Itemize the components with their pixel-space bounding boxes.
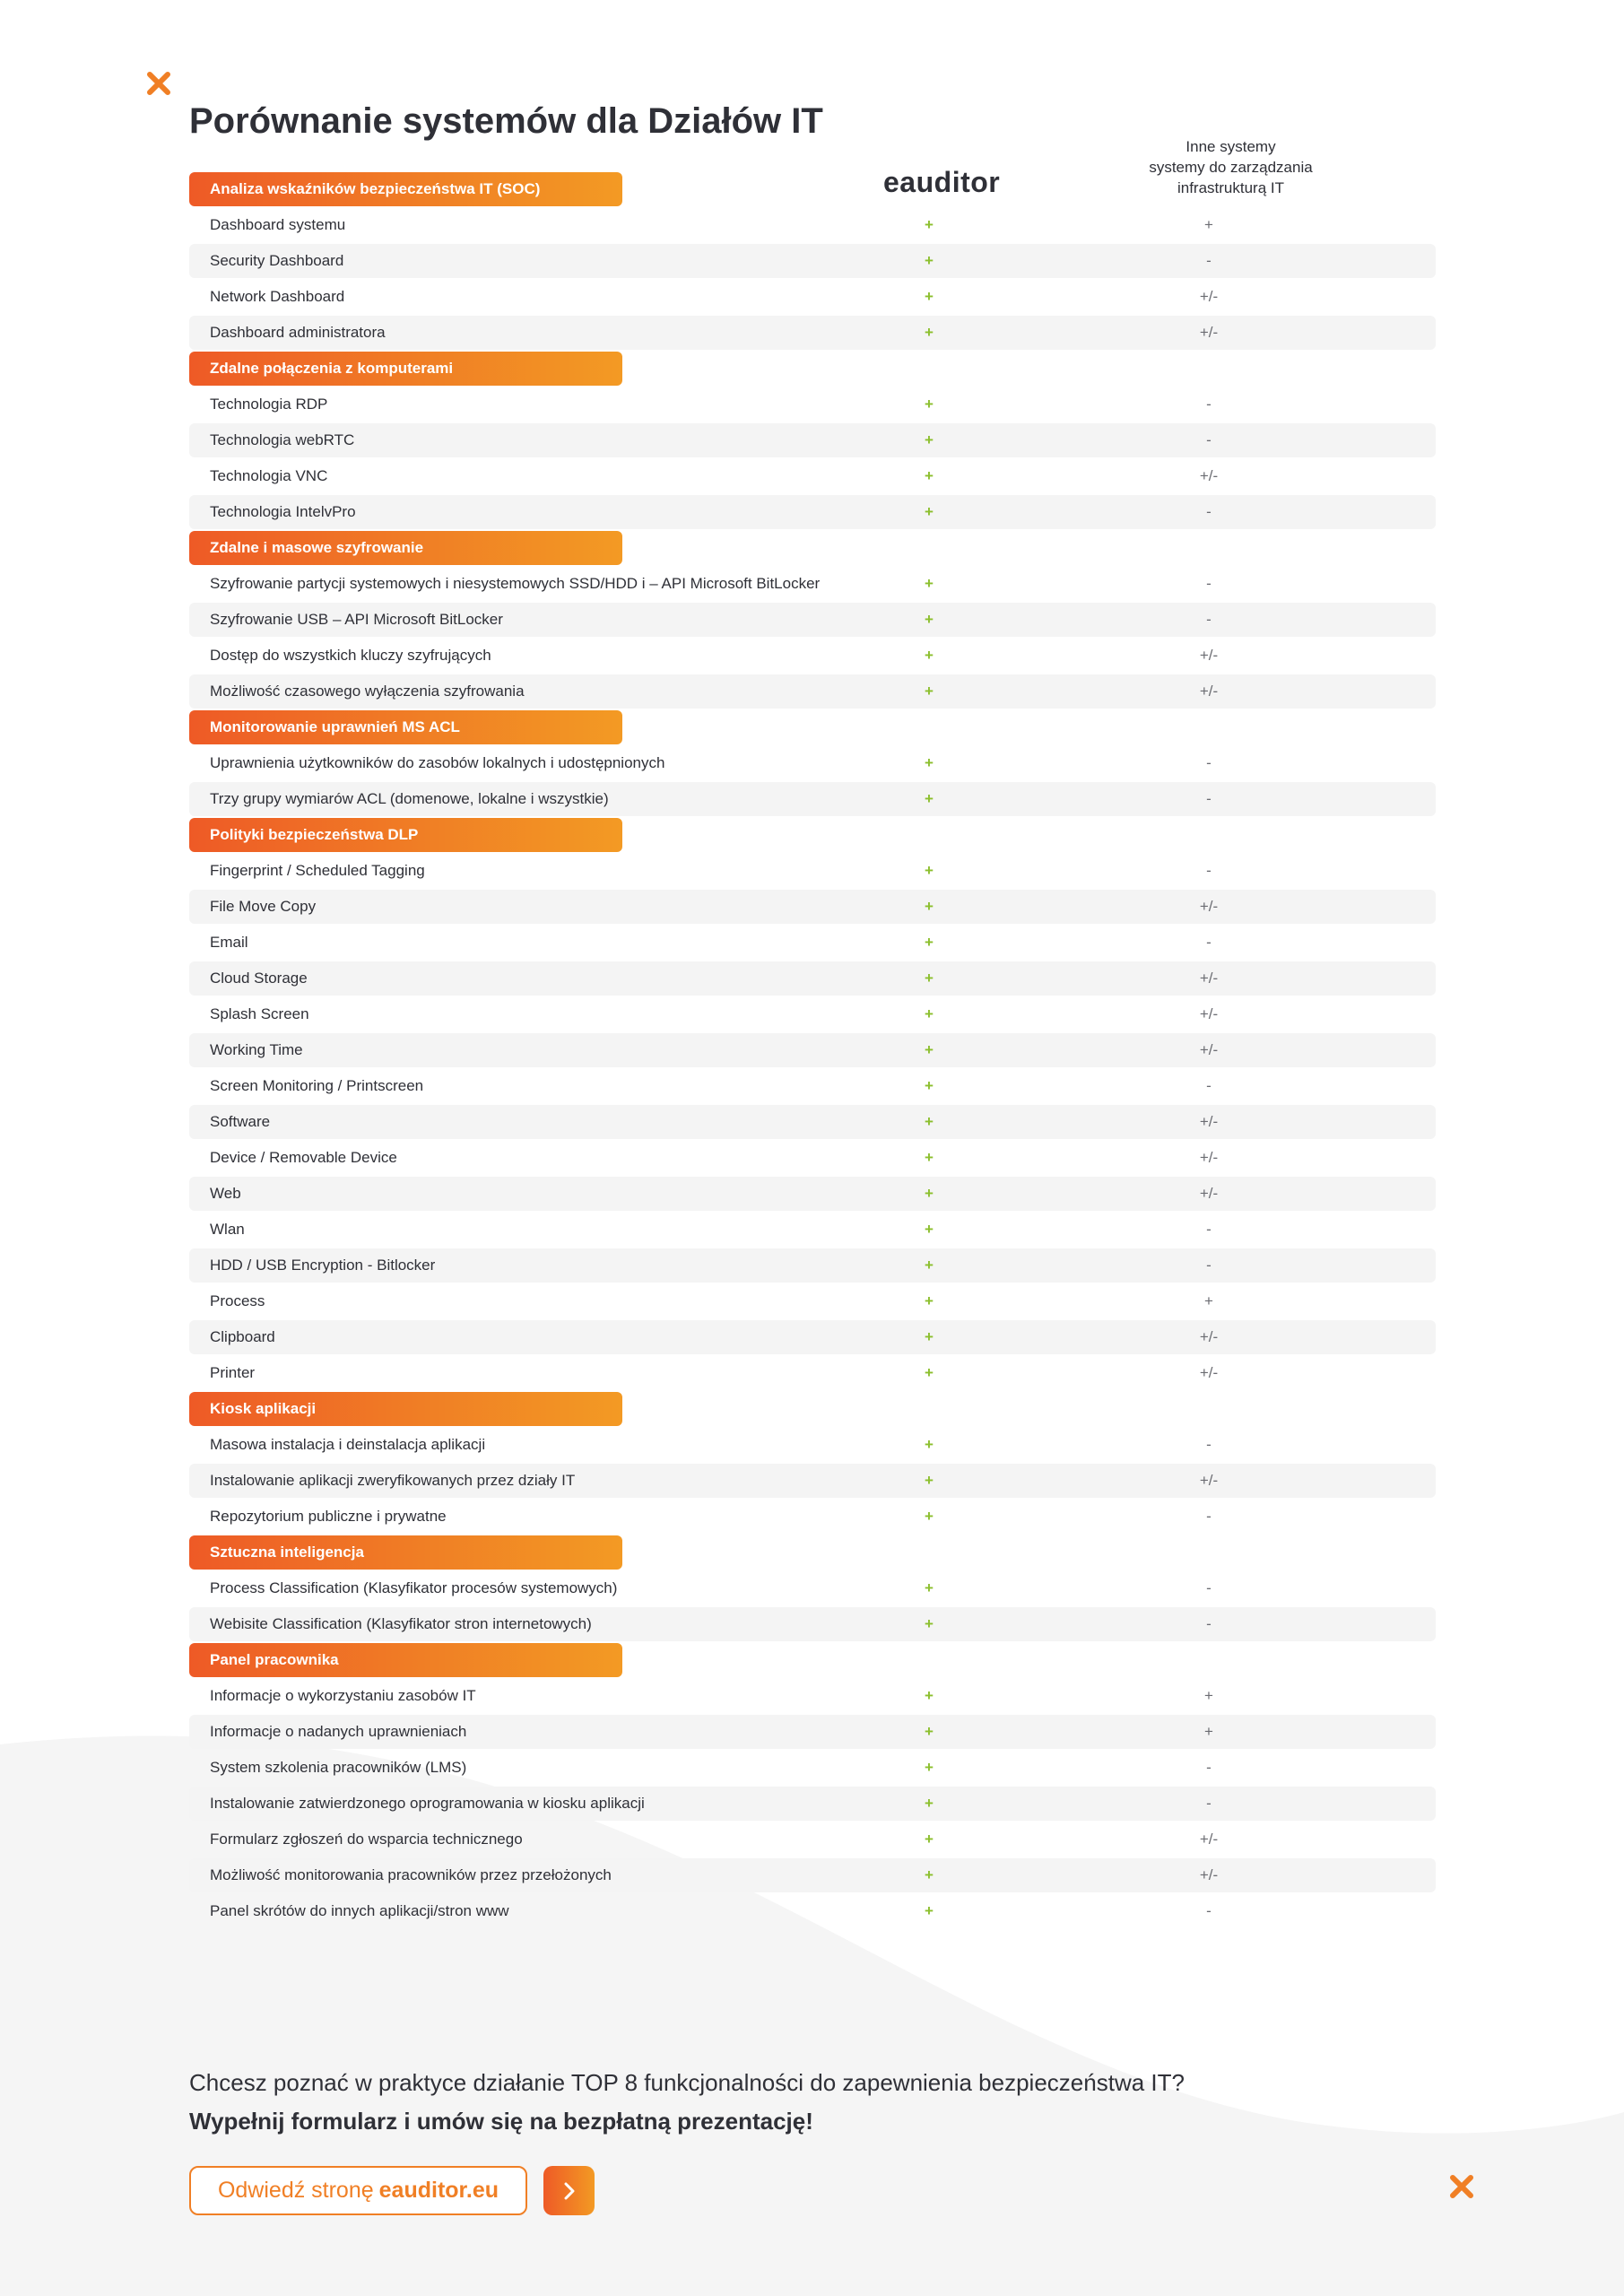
feature-label: Możliwość czasowego wyłączenia szyfrowania (210, 683, 525, 700)
table-row (189, 1069, 1436, 1103)
table-row (189, 603, 1436, 637)
section-header: Polityki bezpieczeństwa DLP (189, 818, 622, 852)
feature-label: Working Time (210, 1041, 303, 1058)
eauditor-value: + (925, 970, 934, 987)
other-systems-value: +/- (1199, 970, 1219, 987)
feature-label: HDD / USB Encryption - Bitlocker (210, 1257, 436, 1274)
table-row (189, 1213, 1436, 1247)
other-systems-value: - (1206, 611, 1211, 628)
feature-label: Instalowanie zatwierdzonego oprogramowania w kiosku aplikacji (210, 1795, 645, 1812)
other-systems-value: +/- (1199, 1472, 1219, 1489)
eauditor-value: + (925, 324, 934, 341)
other-systems-value: - (1206, 1615, 1211, 1632)
other-systems-value: +/- (1199, 1831, 1219, 1848)
other-systems-value: +/- (1199, 467, 1219, 484)
feature-label: Webisite Classification (Klasyfikator stron internetowych) (210, 1615, 592, 1632)
table-row (189, 387, 1436, 422)
eauditor-value: + (925, 862, 934, 879)
other-systems-value: - (1206, 1077, 1211, 1094)
eauditor-value: + (925, 1759, 934, 1776)
eauditor-value: + (925, 1687, 934, 1704)
eauditor-value: + (925, 1113, 934, 1130)
x-mark-icon (146, 71, 171, 96)
eauditor-value: + (925, 790, 934, 807)
other-systems-value: + (1204, 216, 1213, 233)
other-systems-value: +/- (1199, 1113, 1219, 1130)
table-row (189, 1500, 1436, 1534)
other-systems-value: + (1204, 1687, 1213, 1704)
eauditor-value: + (925, 611, 934, 628)
feature-label: Software (210, 1113, 271, 1130)
eauditor-value: + (925, 252, 934, 269)
other-systems-value: - (1206, 1902, 1211, 1919)
feature-label: Trzy grupy wymiarów ACL (domenowe, lokalne i wszystkie) (210, 790, 609, 807)
feature-label: Technologia webRTC (210, 431, 355, 448)
visit-website-prefix: Odwiedź stronę (217, 2178, 374, 2203)
table-row (189, 746, 1436, 780)
eauditor-value: + (925, 1364, 934, 1381)
table-row (189, 423, 1436, 457)
eauditor-value: + (925, 1149, 934, 1166)
x-mark-icon (1449, 2174, 1474, 2199)
feature-label: Process Classification (Klasyfikator procesów systemowych) (210, 1579, 618, 1596)
other-systems-value: - (1206, 754, 1211, 771)
section-header: Zdalne i masowe szyfrowanie (189, 531, 622, 565)
other-systems-value: + (1204, 1292, 1213, 1309)
eauditor-value: + (925, 431, 934, 448)
eauditor-value: + (925, 1077, 934, 1094)
other-systems-value: +/- (1199, 647, 1219, 664)
table-row (189, 208, 1436, 242)
eauditor-value: + (925, 1795, 934, 1812)
table-row (189, 890, 1436, 924)
other-systems-value: +/- (1199, 683, 1219, 700)
other-systems-value: +/- (1199, 288, 1219, 305)
other-systems-value: - (1206, 396, 1211, 413)
table-row (189, 1679, 1436, 1713)
other-systems-value: +/- (1199, 1005, 1219, 1022)
table-row (189, 1356, 1436, 1390)
other-header-line: Inne systemy (1185, 138, 1276, 155)
eauditor-value: + (925, 503, 934, 520)
table-row (189, 1715, 1436, 1749)
other-systems-value: - (1206, 862, 1211, 879)
eauditor-value: + (925, 1831, 934, 1848)
table-row (189, 1284, 1436, 1318)
table-row (189, 280, 1436, 314)
feature-label: Fingerprint / Scheduled Tagging (210, 862, 425, 879)
eauditor-value: + (925, 647, 934, 664)
go-arrow-button[interactable] (543, 2166, 595, 2215)
table-row (189, 1858, 1436, 1892)
eauditor-value: + (925, 898, 934, 915)
table-row (189, 997, 1436, 1031)
eauditor-value: + (925, 683, 934, 700)
eauditor-value: + (925, 1257, 934, 1274)
table-row (189, 854, 1436, 888)
eauditor-value: + (925, 288, 934, 305)
table-row (189, 1248, 1436, 1283)
other-systems-value: - (1206, 1508, 1211, 1525)
section-header: Panel pracownika (189, 1643, 622, 1677)
feature-label: Repozytorium publiczne i prywatne (210, 1508, 447, 1525)
feature-label: Dostęp do wszystkich kluczy szyfrujących (210, 647, 491, 664)
other-systems-value: +/- (1199, 1041, 1219, 1058)
other-systems-value: - (1206, 790, 1211, 807)
other-systems-value: - (1206, 1436, 1211, 1453)
table-row (189, 1320, 1436, 1354)
feature-label: Technologia VNC (210, 467, 328, 484)
feature-label: Splash Screen (210, 1005, 309, 1022)
other-systems-value: - (1206, 575, 1211, 592)
table-row (189, 1177, 1436, 1211)
feature-label: Formularz zgłoszeń do wsparcia technicznego (210, 1831, 523, 1848)
table-row (189, 1033, 1436, 1067)
cta-question: Chcesz poznać w praktyce działanie TOP 8 funkcjonalności do zapewnienia bezpieczeństwa IT? (189, 2069, 1185, 2096)
eauditor-value: + (925, 1328, 934, 1345)
feature-label: File Move Copy (210, 898, 317, 915)
other-systems-value: - (1206, 431, 1211, 448)
other-systems-value: - (1206, 1579, 1211, 1596)
eauditor-value: + (925, 1902, 934, 1919)
feature-label: Masowa instalacja i deinstalacja aplikacji (210, 1436, 486, 1453)
other-systems-value: - (1206, 252, 1211, 269)
section-header: Analiza wskaźników bezpieczeństwa IT (SOC) (189, 172, 622, 206)
feature-label: Email (210, 934, 248, 951)
comparison-table (189, 170, 1436, 1930)
other-systems-value: + (1204, 1723, 1213, 1740)
cta-invitation: Wypełnij formularz i umów się na bezpłatną prezentację! (189, 2108, 813, 2135)
chevron-right-icon (560, 2181, 578, 2201)
table-row (189, 1822, 1436, 1857)
eauditor-value: + (925, 1185, 934, 1202)
feature-label: Cloud Storage (210, 970, 308, 987)
visit-website-link: eauditor.eu (378, 2178, 499, 2203)
table-row (189, 495, 1436, 529)
other-systems-value: +/- (1199, 1149, 1219, 1166)
feature-label: Security Dashboard (210, 252, 344, 269)
eauditor-value: + (925, 754, 934, 771)
table-row (189, 1428, 1436, 1462)
section-header: Kiosk aplikacji (189, 1392, 622, 1426)
other-systems-value: - (1206, 503, 1211, 520)
eauditor-value: + (925, 1436, 934, 1453)
other-systems-value: +/- (1199, 1364, 1219, 1381)
feature-label: Panel skrótów do innych aplikacji/stron www (210, 1902, 509, 1919)
table-row (189, 926, 1436, 960)
eauditor-value: + (925, 934, 934, 951)
other-systems-value: +/- (1199, 1328, 1219, 1345)
other-systems-value: +/- (1199, 898, 1219, 915)
table-row (189, 1141, 1436, 1175)
feature-label: Szyfrowanie partycji systemowych i niesystemowych SSD/HDD i – API Microsoft BitLocker (210, 575, 821, 592)
feature-label: System szkolenia pracowników (LMS) (210, 1759, 467, 1776)
table-row (189, 782, 1436, 816)
table-row (189, 316, 1436, 350)
table-row (189, 1105, 1436, 1139)
eauditor-value: + (925, 467, 934, 484)
eauditor-value: + (925, 1221, 934, 1238)
eauditor-value: + (925, 1579, 934, 1596)
table-row (189, 567, 1436, 601)
table-row (189, 1571, 1436, 1605)
feature-label: Screen Monitoring / Printscreen (210, 1077, 424, 1094)
other-systems-value: +/- (1199, 1185, 1219, 1202)
feature-label: Uprawnienia użytkowników do zasobów lokalnych i udostępnionych (210, 754, 665, 771)
page-title: Porównanie systemów dla Działów IT (189, 101, 823, 141)
eauditor-value: + (925, 396, 934, 413)
table-row (189, 1751, 1436, 1785)
table-row (189, 1787, 1436, 1821)
feature-label: Technologia RDP (210, 396, 328, 413)
table-row (189, 244, 1436, 278)
feature-label: Device / Removable Device (210, 1149, 397, 1166)
eauditor-value: + (925, 1723, 934, 1740)
eauditor-value: + (925, 216, 934, 233)
other-systems-value: +/- (1199, 324, 1219, 341)
feature-label: Process (210, 1292, 265, 1309)
other-systems-value: - (1206, 1221, 1211, 1238)
feature-label: Web (210, 1185, 241, 1202)
eauditor-value: + (925, 1866, 934, 1883)
table-row (189, 1464, 1436, 1498)
feature-label: Wlan (210, 1221, 245, 1238)
other-systems-value: - (1206, 1759, 1211, 1776)
other-systems-value: - (1206, 1257, 1211, 1274)
table-row (189, 674, 1436, 709)
eauditor-logo-text: eauditor (883, 165, 1001, 198)
table-row (189, 1607, 1436, 1641)
feature-label: Instalowanie aplikacji zweryfikowanych przez działy IT (210, 1472, 576, 1489)
feature-label: Technologia IntelvPro (210, 503, 356, 520)
table-row (189, 459, 1436, 493)
feature-label: Network Dashboard (210, 288, 345, 305)
other-systems-value: - (1206, 1795, 1211, 1812)
eauditor-value: + (925, 1292, 934, 1309)
visit-website-button[interactable] (189, 2166, 527, 2215)
feature-label: Dashboard administratora (210, 324, 386, 341)
feature-label: Informacje o nadanych uprawnieniach (210, 1723, 467, 1740)
eauditor-value: + (925, 1508, 934, 1525)
table-row (189, 961, 1436, 996)
eauditor-value: + (925, 1472, 934, 1489)
table-row (189, 1894, 1436, 1928)
feature-label: Szyfrowanie USB – API Microsoft BitLocker (210, 611, 503, 628)
feature-label: Clipboard (210, 1328, 275, 1345)
eauditor-value: + (925, 1005, 934, 1022)
feature-label: Możliwość monitorowania pracowników przez przełożonych (210, 1866, 612, 1883)
section-header: Monitorowanie uprawnień MS ACL (189, 710, 622, 744)
other-systems-value: +/- (1199, 1866, 1219, 1883)
eauditor-value: + (925, 1041, 934, 1058)
feature-label: Informacje o wykorzystaniu zasobów IT (210, 1687, 476, 1704)
other-systems-value: - (1206, 934, 1211, 951)
section-header: Zdalne połączenia z komputerami (189, 352, 622, 386)
other-header-line: systemy do zarządzania (1149, 159, 1313, 176)
eauditor-value: + (925, 1615, 934, 1632)
feature-label: Printer (210, 1364, 256, 1381)
feature-label: Dashboard systemu (210, 216, 346, 233)
eauditor-value: + (925, 575, 934, 592)
other-header-line: infrastrukturą IT (1177, 179, 1285, 196)
section-header: Sztuczna inteligencja (189, 1535, 622, 1570)
table-row (189, 639, 1436, 673)
